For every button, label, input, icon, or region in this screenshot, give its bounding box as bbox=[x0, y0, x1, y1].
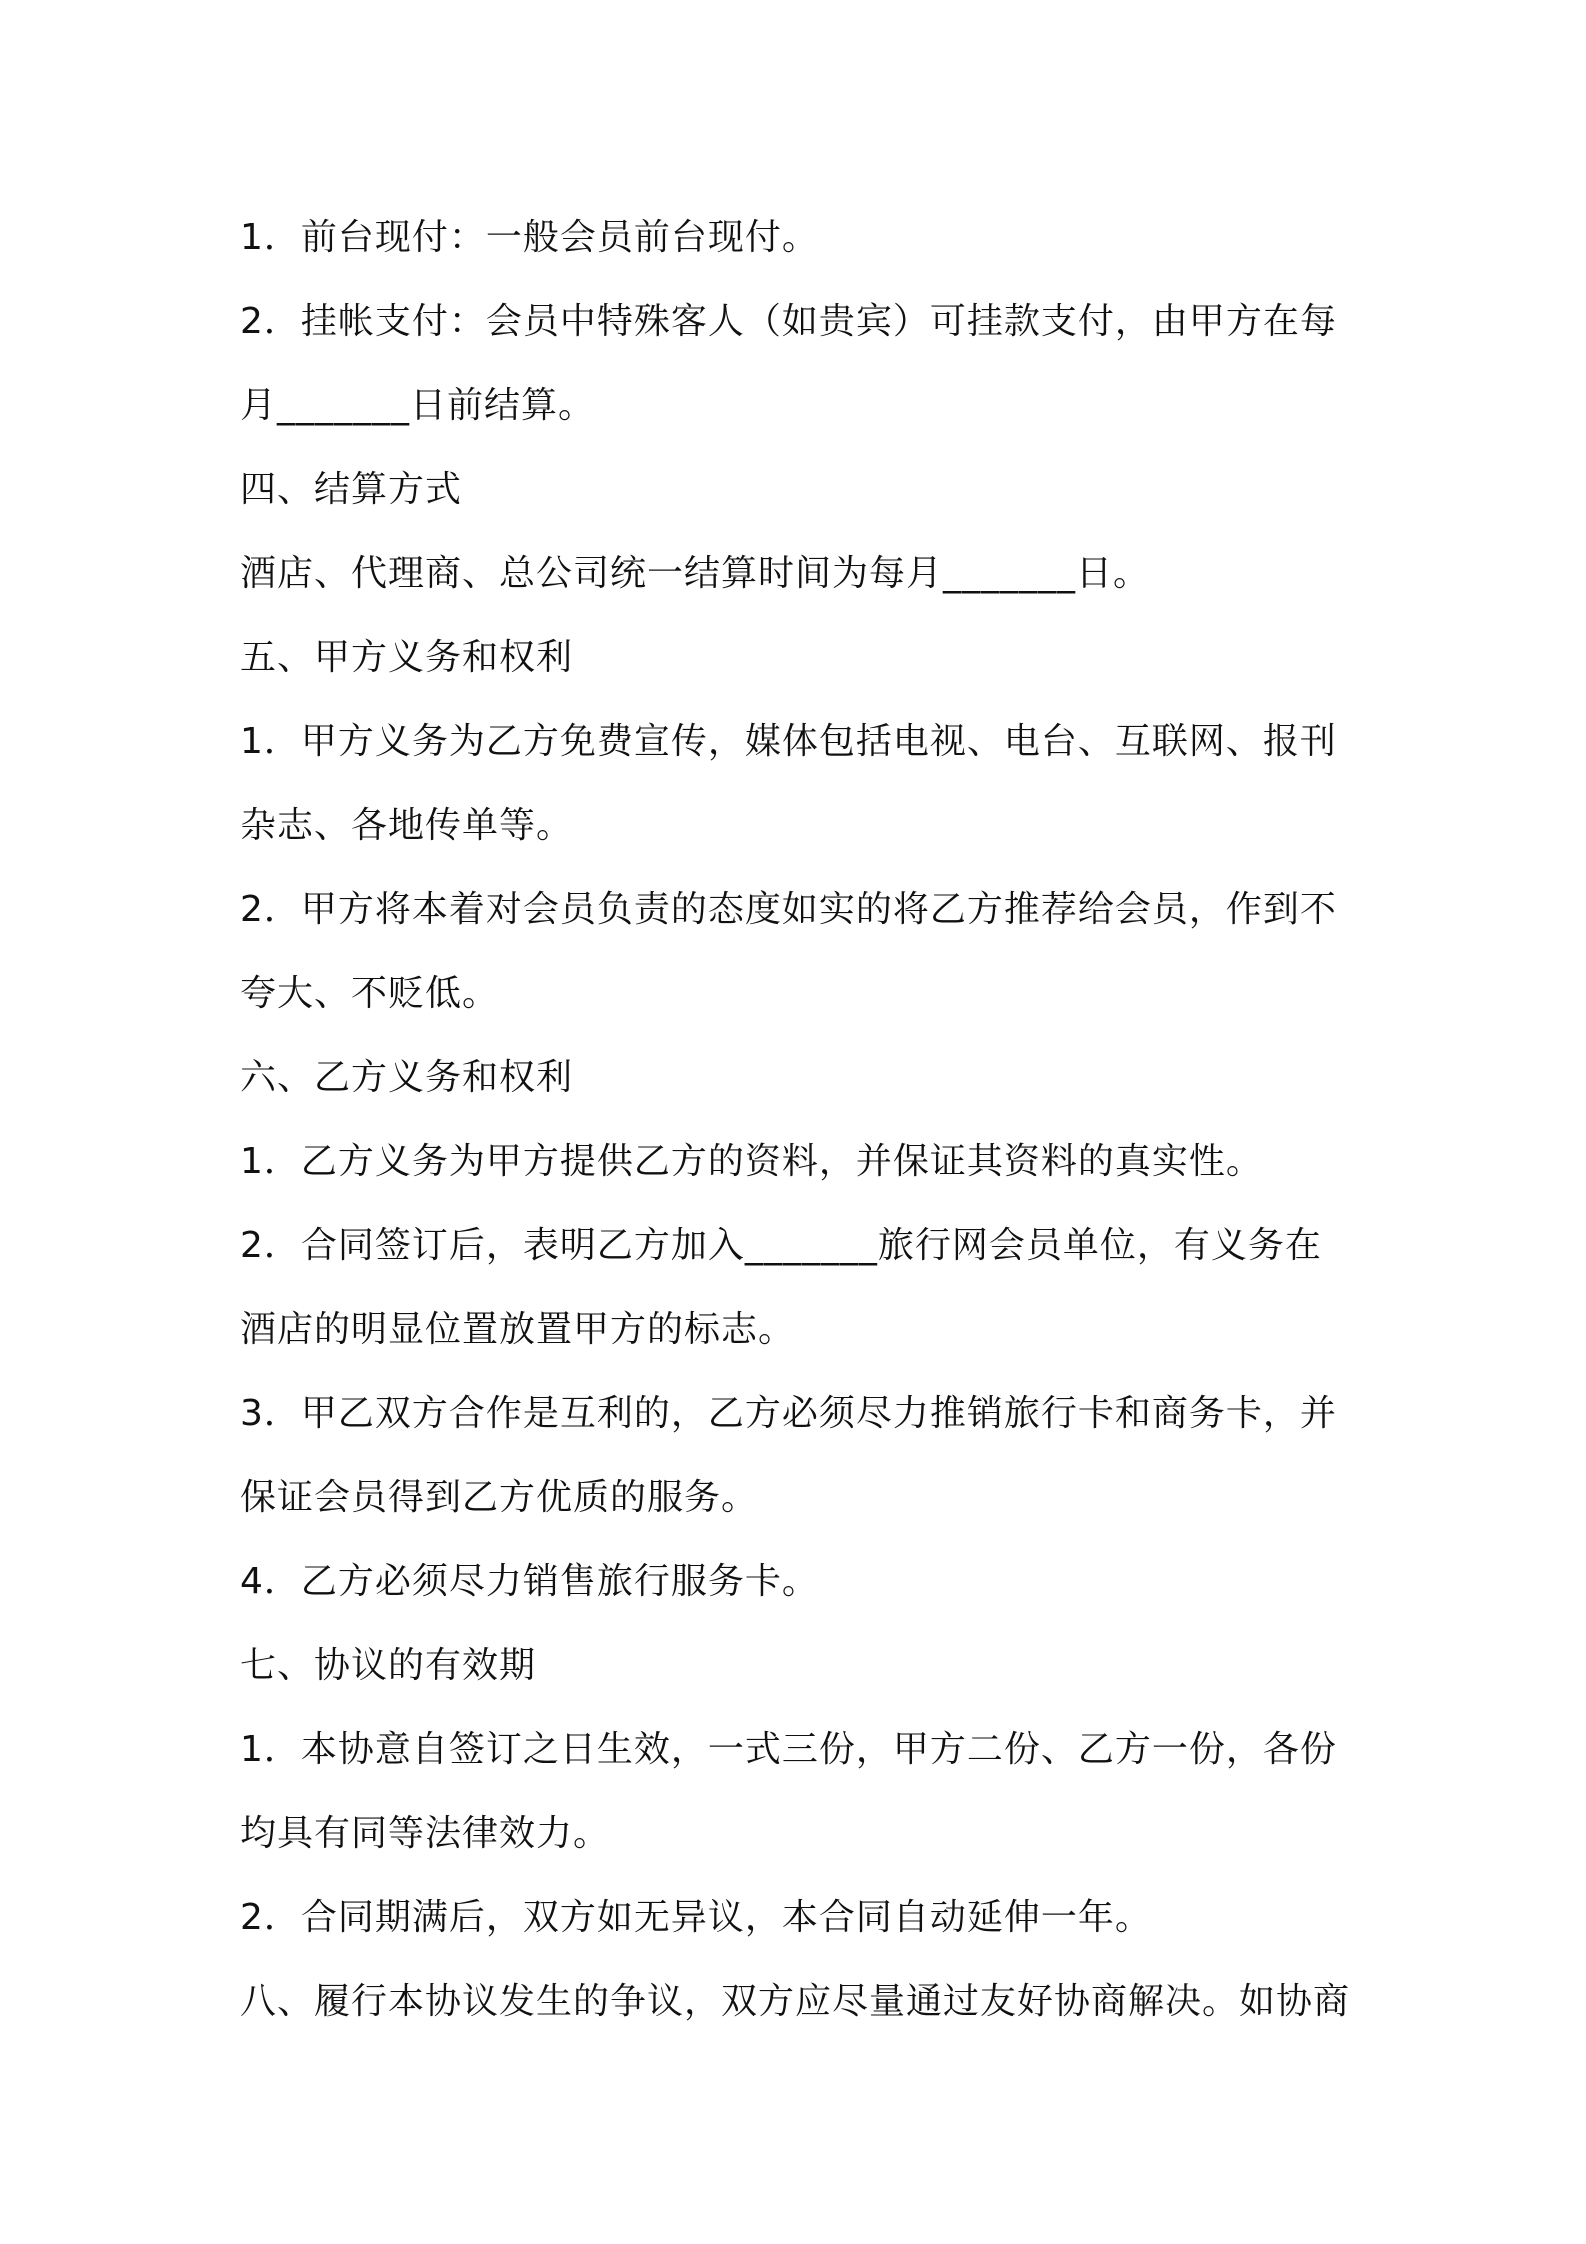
text-line: 酒店、代理商、总公司统一结算时间为每月_______日。 bbox=[240, 553, 1151, 594]
text-line: 酒店的明显位置放置甲方的标志。 bbox=[240, 1309, 796, 1350]
text-line: 杂志、各地传单等。 bbox=[240, 805, 574, 846]
text-line: 2．甲方将本着对会员负责的态度如实的将乙方推荐给会员，作到不 bbox=[240, 889, 1337, 930]
text-line: 夸大、不贬低。 bbox=[240, 973, 500, 1014]
text-line: 保证会员得到乙方优质的服务。 bbox=[240, 1477, 759, 1518]
text-line: 2．合同期满后，双方如无异议，本合同自动延伸一年。 bbox=[240, 1897, 1152, 1938]
section-heading: 六、乙方义务和权利 bbox=[240, 1057, 574, 1098]
text-line: 1．甲方义务为乙方免费宣传，媒体包括电视、电台、互联网、报刊 bbox=[240, 721, 1337, 762]
text-line: 2．挂帐支付：会员中特殊客人（如贵宾）可挂款支付，由甲方在每 bbox=[240, 301, 1337, 342]
text-line: 3．甲乙双方合作是互利的，乙方必须尽力推销旅行卡和商务卡，并 bbox=[240, 1393, 1337, 1434]
text-line: 4．乙方必须尽力销售旅行服务卡。 bbox=[240, 1561, 819, 1602]
text-line: 1．本协意自签订之日生效，一式三份，甲方二份、乙方一份，各份 bbox=[240, 1729, 1337, 1770]
text-line: 1．前台现付：一般会员前台现付。 bbox=[240, 217, 819, 258]
section-heading: 四、结算方式 bbox=[240, 469, 463, 510]
section-heading: 七、协议的有效期 bbox=[240, 1645, 537, 1686]
text-line: 2．合同签订后，表明乙方加入_______旅行网会员单位，有义务在 bbox=[240, 1225, 1322, 1266]
text-line: 月_______日前结算。 bbox=[240, 385, 596, 426]
section-heading: 八、履行本协议发生的争议，双方应尽量通过友好协商解决。如协商 bbox=[240, 1981, 1351, 2022]
text-line: 均具有同等法律效力。 bbox=[240, 1813, 611, 1854]
document-body bbox=[240, 196, 1360, 2044]
section-heading: 五、甲方义务和权利 bbox=[240, 637, 574, 678]
text-line: 1．乙方义务为甲方提供乙方的资料，并保证其资料的真实性。 bbox=[240, 1141, 1263, 1182]
